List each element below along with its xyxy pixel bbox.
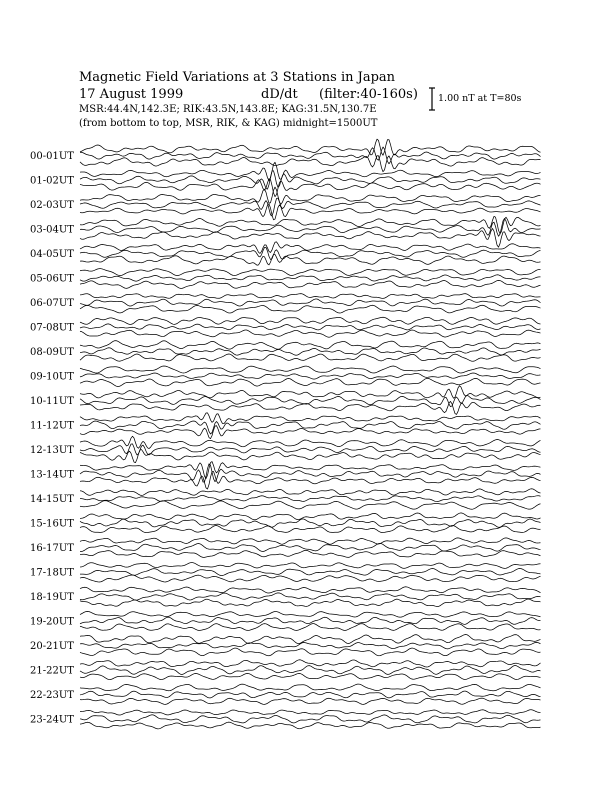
trace-msr [80, 378, 541, 386]
trace-kag [80, 294, 541, 299]
trace-msr [80, 501, 541, 510]
trace-msr [80, 254, 541, 265]
trace-rik [80, 275, 541, 281]
trace-rik [80, 299, 541, 306]
trace-kag [80, 413, 541, 424]
trace-msr [80, 280, 541, 288]
hour-label: 10-11UT [30, 396, 74, 407]
chart-date: 17 August 1999 [79, 87, 184, 102]
hour-label: 16-17UT [30, 543, 74, 554]
trace-kag [80, 216, 541, 234]
scale-bar-icon [428, 87, 436, 111]
hour-label: 22-23UT [30, 690, 74, 701]
hour-label: 05-06UT [30, 273, 74, 285]
trace-msr [80, 673, 541, 679]
trace-kag [80, 684, 541, 691]
trace-kag [80, 538, 541, 544]
hour-label: 19-20UT [30, 616, 74, 628]
hour-label: 14-15UT [30, 494, 74, 505]
hour-label: 21-22UT [30, 665, 74, 677]
hour-label: 11-12UT [30, 420, 74, 432]
hour-label: 09-10UT [30, 371, 74, 383]
trace-msr [80, 179, 541, 197]
trace-kag [80, 341, 541, 350]
trace-msr [80, 228, 541, 247]
trace-rik [80, 464, 541, 482]
trace-rik [80, 324, 541, 330]
trace-rik [80, 348, 541, 355]
trace-rik [80, 147, 541, 164]
trace-kag [80, 634, 541, 643]
trace-msr [80, 204, 541, 220]
trace-rik [80, 691, 541, 698]
hour-label: 23-24UT [30, 714, 74, 726]
trace-msr [80, 599, 541, 606]
trace-rik [80, 715, 541, 723]
trace-msr [80, 624, 541, 631]
trace-rik [80, 593, 541, 600]
hour-label: 18-19UT [30, 592, 74, 603]
hour-label: 04-05UT [30, 249, 74, 260]
trace-kag [80, 462, 541, 479]
trace-msr [80, 698, 541, 704]
trace-rik [80, 568, 541, 575]
hour-label: 12-13UT [30, 445, 74, 456]
trace-rik [80, 519, 541, 527]
chart-title: Magnetic Field Variations at 3 Stations in Japan [79, 70, 396, 85]
hour-label: 01-02UT [30, 175, 74, 187]
trace-rik [80, 373, 541, 379]
trace-rik [80, 666, 541, 675]
hour-label: 00-01UT [30, 151, 74, 162]
hour-label: 13-14UT [30, 469, 74, 481]
trace-kag [80, 710, 541, 715]
hour-label: 08-09UT [30, 347, 74, 358]
hour-labels [30, 151, 74, 726]
trace-rik [80, 543, 541, 551]
station-order-note: (from bottom to top, MSR, RIK, & KAG) midnight=1500UT [79, 118, 378, 129]
trace-kag [80, 242, 541, 254]
hour-label: 03-04UT [30, 224, 74, 236]
filter-label: (filter:40-160s) [319, 87, 418, 102]
trace-msr [80, 722, 541, 729]
component-label: dD/dt [261, 87, 298, 102]
hour-label: 17-18UT [30, 567, 74, 579]
trace-area [80, 139, 541, 729]
trace-msr [80, 305, 541, 313]
hour-label: 06-07UT [30, 298, 74, 309]
trace-msr [80, 354, 541, 361]
trace-msr [80, 526, 541, 533]
trace-rik [80, 495, 541, 501]
trace-kag [80, 366, 541, 373]
trace-msr [80, 450, 541, 463]
trace-kag [80, 162, 541, 180]
trace-kag [80, 436, 541, 448]
trace-kag [80, 269, 541, 276]
station-coordinates: MSR:44.4N,142.3E; RIK:43.5N,143.8E; KAG:31.5N,130.7E [79, 104, 377, 115]
scale-label: 1.00 nT at T=80s [438, 93, 522, 104]
hour-label: 02-03UT [30, 200, 74, 211]
trace-rik [80, 247, 541, 259]
hour-label: 15-16UT [30, 518, 74, 530]
trace-kag [80, 489, 541, 496]
trace-msr [80, 330, 541, 337]
trace-kag [80, 611, 541, 617]
trace-kag [80, 139, 541, 155]
trace-kag [80, 587, 541, 593]
trace-msr [80, 401, 541, 414]
trace-msr [80, 550, 541, 557]
trace-msr [80, 156, 541, 172]
trace-rik [80, 642, 541, 648]
trace-rik [80, 617, 541, 624]
trace-kag [80, 317, 541, 324]
trace-kag [80, 386, 541, 399]
trace-rik [80, 198, 541, 216]
trace-kag [80, 513, 541, 520]
trace-kag [80, 563, 541, 569]
hour-label: 07-08UT [30, 322, 74, 334]
hour-label: 20-21UT [30, 641, 74, 652]
trace-msr [80, 648, 541, 656]
trace-msr [80, 575, 541, 582]
